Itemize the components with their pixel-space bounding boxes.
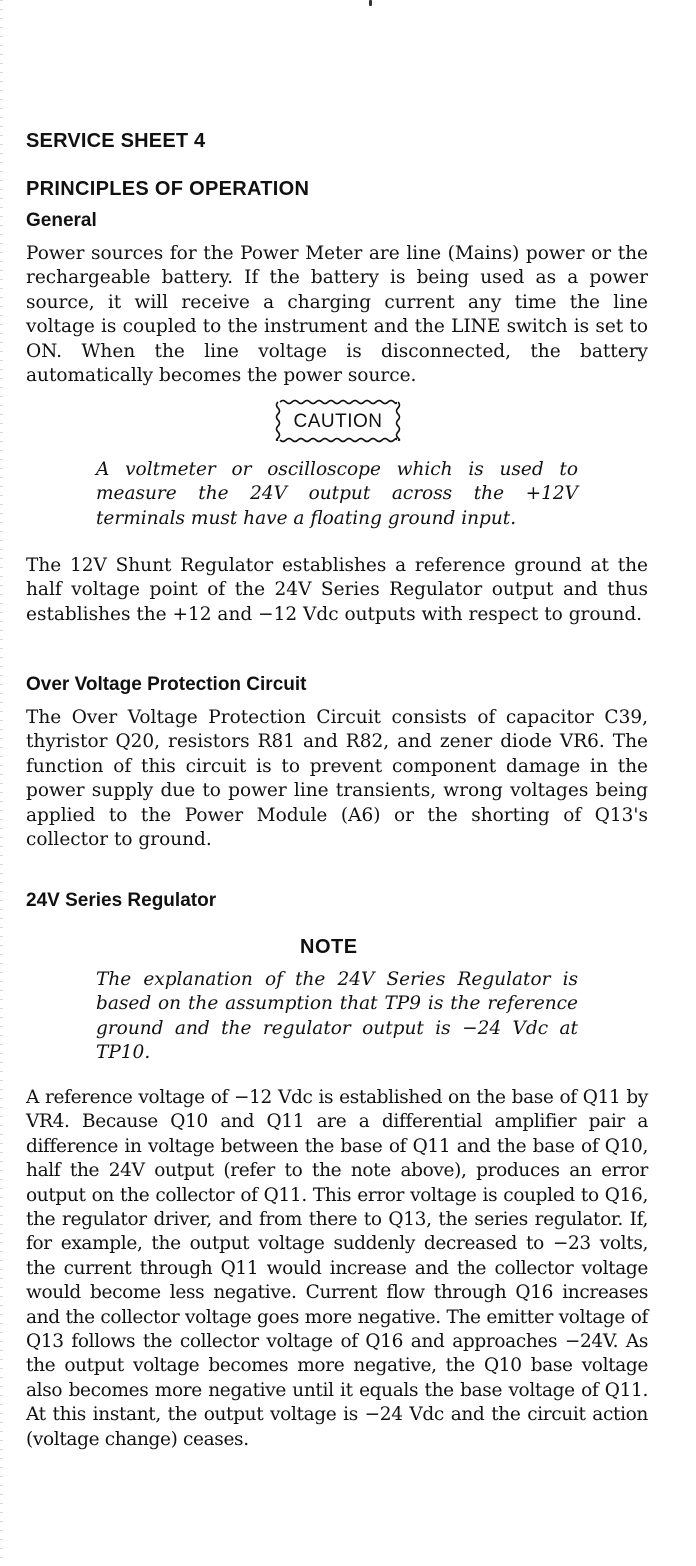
caution-label: CAUTION <box>293 411 383 432</box>
section-title: PRINCIPLES OF OPERATION <box>26 178 310 200</box>
over-voltage-paragraph: The Over Voltage Protection Circuit consists of capacitor C39, thyristor Q20, resistors R81 and R82, and zener diode VR6. The function of this circuit is to prevent component damage in the power supply due to power line transients, wrong voltages being applied to the Power Module (A6) or the shorting of Q13's collector to ground. <box>26 707 648 851</box>
series-regulator-paragraph: A reference voltage of −12 Vdc is established on the base of Q11 by VR4. Because Q10 and Q11 are a differential amplifier pair a difference in voltage between the base of Q11 and the base of Q10, half the 24V output (refer to the note above), produces an error output on the collector of Q11. This error voltage is coupled to Q16, the regulator driver, and from there to Q13, the series regulator. If, for example, the output voltage suddenly decreased to −23 volts, the current through Q11 would increase and the collector voltage would become less negative. Current flow through Q16 increases and the collector voltage goes more negative. The emitter voltage of Q13 follows the collector voltage of Q16 and approaches −24V. As the output voltage becomes more negative, the Q10 base voltage also becomes more negative until it equals the base voltage of Q11. At this instant, the output voltage is −24 Vdc and the circuit action (voltage change) ceases. <box>26 1087 648 1450</box>
caution-text: A voltmeter or oscilloscope which is used to measure the 24V output across the +12V terminals must have a floating ground input. <box>96 459 578 529</box>
general-heading: General <box>26 210 97 231</box>
series-regulator-heading: 24V Series Regulator <box>26 890 217 911</box>
note-label: NOTE <box>300 936 358 958</box>
note-text: The explanation of the 24V Series Regulator is based on the assumption that TP9 is the reference ground and the regulator output is −24 Vdc at TP10. <box>96 969 578 1064</box>
over-voltage-heading: Over Voltage Protection Circuit <box>26 674 307 695</box>
general-paragraph: Power sources for the Power Meter are line (Mains) power or the rechargeable battery. If the battery is being used as a power source, it will receive a charging current any time the line voltage is coupled to the instrument and the LINE switch is set to ON. When the line voltage is disconnected, the battery automatically becomes the power source. <box>26 243 648 387</box>
caution-banner <box>274 398 402 444</box>
scan-speck <box>369 0 372 6</box>
service-sheet-title: SERVICE SHEET 4 <box>26 130 206 152</box>
scan-margin-marks <box>0 0 3 1566</box>
shunt-regulator-paragraph: The 12V Shunt Regulator establishes a reference ground at the half voltage point of the 24V Series Regulator output and thus establishes the +12 and −12 Vdc outputs with respect to ground. <box>26 555 648 625</box>
